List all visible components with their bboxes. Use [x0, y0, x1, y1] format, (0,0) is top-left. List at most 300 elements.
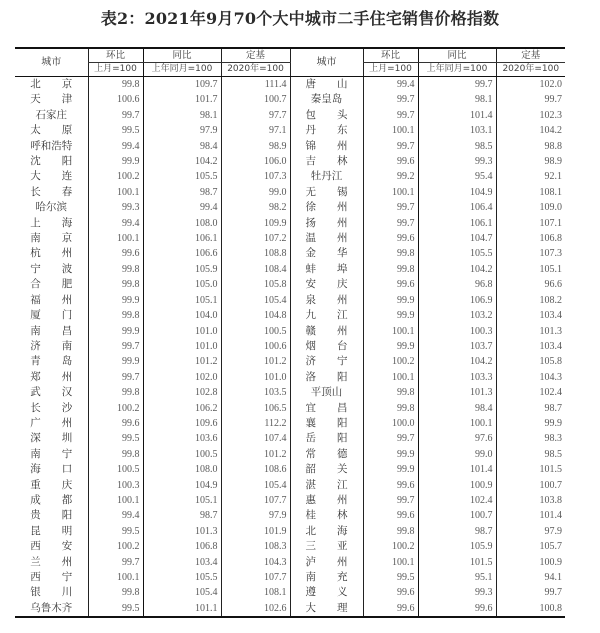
city-name: 桂 林: [290, 508, 363, 523]
yoy-index: 105.1: [143, 293, 221, 308]
city-name: 西 宁: [30, 571, 73, 583]
mom-index: 99.5: [88, 524, 143, 539]
mom-index: 99.2: [363, 169, 418, 184]
city-name: 太 原: [30, 124, 73, 137]
city-name: 包 头: [290, 108, 363, 123]
mom-index: 100.1: [88, 493, 143, 508]
city-name: 无 锡: [290, 185, 363, 200]
yoy-index: 102.4: [418, 493, 496, 508]
yoy-index: 98.1: [143, 108, 221, 123]
base-index: 101.2: [221, 447, 290, 462]
mom-index: 99.8: [363, 524, 418, 539]
mom-index: 99.9: [88, 154, 143, 169]
base-index: 101.5: [496, 462, 565, 477]
yoy-index: 104.2: [418, 354, 496, 369]
yoy-index: 101.3: [418, 385, 496, 400]
subheader-yoy-left: 上年同月=100: [143, 63, 221, 77]
mom-index: 99.4: [88, 139, 143, 154]
mom-index: 100.1: [363, 185, 418, 200]
city-name: 惠 州: [290, 493, 363, 508]
base-index: 101.0: [221, 370, 290, 385]
base-index: 98.7: [496, 401, 565, 416]
table-header: [15, 48, 565, 77]
city-name: 南 京: [30, 232, 73, 245]
subheader-mom-right: 上月=100: [363, 63, 418, 77]
base-index: 106.5: [221, 401, 290, 416]
yoy-index: 102.0: [143, 370, 221, 385]
yoy-index: 95.4: [418, 169, 496, 184]
yoy-index: 104.9: [418, 185, 496, 200]
base-index: 102.6: [221, 601, 290, 617]
yoy-index: 105.1: [143, 493, 221, 508]
mom-index: 99.8: [363, 262, 418, 277]
city-name: 烟 台: [290, 339, 363, 354]
mom-index: 99.7: [88, 108, 143, 123]
base-index: 97.9: [496, 524, 565, 539]
base-index: 107.3: [221, 169, 290, 184]
table-row: [15, 508, 565, 523]
base-index: 97.9: [221, 508, 290, 523]
yoy-index: 103.2: [418, 308, 496, 323]
table-row: [15, 493, 565, 508]
base-index: 101.3: [496, 324, 565, 339]
yoy-index: 101.5: [418, 555, 496, 570]
base-index: 98.3: [496, 431, 565, 446]
base-index: 104.3: [496, 370, 565, 385]
table-row: [15, 601, 565, 617]
table-row: [15, 416, 565, 431]
mom-index: 99.4: [88, 216, 143, 231]
base-index: 105.8: [496, 354, 565, 369]
mom-index: 99.8: [88, 308, 143, 323]
city-name: 温 州: [290, 231, 363, 246]
base-index: 112.2: [221, 416, 290, 431]
city-name: 扬 州: [290, 216, 363, 231]
yoy-index: 101.7: [143, 92, 221, 107]
mom-index: 100.5: [88, 462, 143, 477]
yoy-index: 97.9: [143, 123, 221, 138]
mom-index: 99.9: [363, 339, 418, 354]
city-name: 吉 林: [290, 154, 363, 169]
base-index: 105.7: [496, 539, 565, 554]
base-index: 100.5: [221, 324, 290, 339]
yoy-index: 105.5: [418, 246, 496, 261]
city-name: 宁 波: [30, 262, 73, 275]
city-name: 海 口: [30, 463, 73, 476]
city-name: 沈 阳: [30, 155, 73, 168]
base-index: 99.0: [221, 185, 290, 200]
mom-index: 100.0: [363, 416, 418, 431]
base-index: 107.2: [221, 231, 290, 246]
base-index: 101.4: [496, 508, 565, 523]
table-row: [15, 339, 565, 354]
yoy-index: 99.6: [418, 601, 496, 617]
mom-index: 99.8: [363, 246, 418, 261]
table-row: [15, 108, 565, 123]
yoy-index: 96.8: [418, 277, 496, 292]
city-name: 牡丹江: [290, 169, 363, 184]
city-name: 南 宁: [30, 447, 73, 460]
table-row: [15, 169, 565, 184]
mom-index: 100.2: [88, 401, 143, 416]
yoy-index: 98.4: [143, 139, 221, 154]
table-row: [15, 200, 565, 215]
city-name: 深 圳: [30, 432, 73, 445]
base-index: 94.1: [496, 570, 565, 585]
city-name: 长 沙: [30, 401, 73, 414]
yoy-index: 104.2: [143, 154, 221, 169]
table-row: [15, 447, 565, 462]
mom-index: 100.1: [363, 555, 418, 570]
mom-index: 99.9: [363, 447, 418, 462]
yoy-index: 103.3: [418, 370, 496, 385]
yoy-index: 99.3: [418, 585, 496, 600]
city-name: 北 京: [30, 78, 73, 90]
table-row: [15, 277, 565, 292]
city-name: 哈尔滨: [35, 201, 67, 214]
base-index: 102.3: [496, 108, 565, 123]
city-name: 兰 州: [30, 555, 73, 568]
yoy-index: 100.3: [418, 324, 496, 339]
mom-index: 100.1: [88, 231, 143, 246]
city-name: 泸 州: [290, 555, 363, 570]
price-index-table: [15, 47, 565, 618]
mom-index: 99.7: [88, 339, 143, 354]
yoy-index: 98.7: [143, 185, 221, 200]
mom-index: 100.3: [88, 478, 143, 493]
base-index: 106.8: [496, 231, 565, 246]
city-name: 重 庆: [30, 478, 73, 491]
table-row: [15, 231, 565, 246]
header-mom-right: 环比: [363, 48, 418, 63]
base-index: 108.6: [221, 462, 290, 477]
subheader-mom-left: 上月=100: [88, 63, 143, 77]
base-index: 103.8: [496, 493, 565, 508]
subheader-base-right: 2020年=100: [496, 63, 565, 77]
city-name: 上 海: [30, 216, 73, 229]
table-row: [15, 539, 565, 554]
city-name: 贵 阳: [30, 509, 73, 522]
base-index: 103.4: [496, 339, 565, 354]
yoy-index: 106.1: [418, 216, 496, 231]
city-name: 长 春: [30, 185, 73, 198]
base-index: 92.1: [496, 169, 565, 184]
table-row: [15, 92, 565, 107]
mom-index: 99.8: [363, 401, 418, 416]
header-yoy-left: 同比: [143, 48, 221, 63]
yoy-index: 101.0: [143, 324, 221, 339]
yoy-index: 99.7: [418, 77, 496, 93]
mom-index: 99.3: [88, 200, 143, 215]
city-name: 济 南: [30, 339, 73, 352]
city-name: 遵 义: [290, 585, 363, 600]
table-row: [15, 401, 565, 416]
city-name: 天 津: [30, 93, 73, 106]
base-index: 108.1: [496, 185, 565, 200]
city-name: 赣 州: [290, 324, 363, 339]
base-index: 97.7: [221, 108, 290, 123]
city-name: 湛 江: [290, 478, 363, 493]
base-index: 108.2: [496, 293, 565, 308]
base-index: 103.5: [221, 385, 290, 400]
city-name: 洛 阳: [290, 370, 363, 385]
city-name: 乌鲁木齐: [15, 601, 88, 617]
base-index: 108.1: [221, 585, 290, 600]
mom-index: 100.2: [88, 169, 143, 184]
yoy-index: 101.0: [143, 339, 221, 354]
mom-index: 99.7: [363, 139, 418, 154]
yoy-index: 101.4: [418, 108, 496, 123]
mom-index: 100.1: [88, 185, 143, 200]
yoy-index: 105.5: [143, 570, 221, 585]
mom-index: 100.2: [363, 354, 418, 369]
city-name: 武 汉: [30, 386, 73, 399]
city-name: 常 德: [290, 447, 363, 462]
base-index: 107.4: [221, 431, 290, 446]
mom-index: 100.2: [88, 539, 143, 554]
yoy-index: 104.0: [143, 308, 221, 323]
table-row: [15, 478, 565, 493]
table-row: [15, 570, 565, 585]
mom-index: 99.5: [363, 570, 418, 585]
header-base-right: 定基: [496, 48, 565, 63]
base-index: 98.9: [221, 139, 290, 154]
mom-index: 99.5: [88, 123, 143, 138]
base-index: 101.9: [221, 524, 290, 539]
mom-index: 99.7: [88, 370, 143, 385]
mom-index: 99.6: [363, 231, 418, 246]
city-name: 泉 州: [290, 293, 363, 308]
header-mom-left: 环比: [88, 48, 143, 63]
base-index: 106.0: [221, 154, 290, 169]
city-name: 呼和浩特: [30, 139, 73, 152]
mom-index: 99.9: [363, 293, 418, 308]
base-index: 107.3: [496, 246, 565, 261]
mom-index: 100.2: [363, 539, 418, 554]
city-name: 大 连: [30, 170, 73, 183]
yoy-index: 109.6: [143, 416, 221, 431]
city-name: 徐 州: [290, 200, 363, 215]
base-index: 109.9: [221, 216, 290, 231]
yoy-index: 102.8: [143, 385, 221, 400]
mom-index: 99.8: [88, 385, 143, 400]
table-row: [15, 308, 565, 323]
yoy-index: 105.9: [143, 262, 221, 277]
header-base-left: 定基: [221, 48, 290, 63]
table-row: [15, 262, 565, 277]
yoy-index: 98.1: [418, 92, 496, 107]
yoy-index: 105.4: [143, 585, 221, 600]
city-name: 郑 州: [30, 370, 73, 383]
city-name: 合 肥: [30, 278, 73, 291]
yoy-index: 104.7: [418, 231, 496, 246]
mom-index: 99.4: [88, 508, 143, 523]
base-index: 107.7: [221, 570, 290, 585]
mom-index: 100.1: [363, 123, 418, 138]
mom-index: 99.7: [363, 200, 418, 215]
city-name: 蚌 埠: [290, 262, 363, 277]
table-row: [15, 77, 565, 93]
yoy-index: 100.1: [418, 416, 496, 431]
table-row: [15, 246, 565, 261]
mom-index: 99.6: [363, 478, 418, 493]
base-index: 100.8: [496, 601, 565, 617]
mom-index: 99.6: [363, 585, 418, 600]
city-name: 安 庆: [290, 277, 363, 292]
city-name: 石家庄: [35, 108, 67, 121]
base-index: 98.9: [496, 154, 565, 169]
table-row: [15, 370, 565, 385]
mom-index: 99.7: [363, 493, 418, 508]
yoy-index: 108.0: [143, 216, 221, 231]
yoy-index: 104.9: [143, 478, 221, 493]
table-row: [15, 216, 565, 231]
city-name: 南 昌: [30, 324, 73, 337]
base-index: 111.4: [221, 77, 290, 93]
yoy-index: 100.7: [418, 508, 496, 523]
city-name: 锦 州: [290, 139, 363, 154]
yoy-index: 106.9: [418, 293, 496, 308]
base-index: 100.7: [496, 478, 565, 493]
city-name: 秦皇岛: [290, 92, 363, 107]
base-index: 99.9: [496, 416, 565, 431]
yoy-index: 99.3: [418, 154, 496, 169]
city-name: 杭 州: [30, 247, 73, 260]
yoy-index: 103.1: [418, 123, 496, 138]
mom-index: 99.7: [363, 431, 418, 446]
table-row: [15, 154, 565, 169]
mom-index: 99.9: [88, 324, 143, 339]
mom-index: 100.1: [363, 324, 418, 339]
base-index: 98.5: [496, 447, 565, 462]
city-name: 襄 阳: [290, 416, 363, 431]
base-index: 104.3: [221, 555, 290, 570]
city-name: 岳 阳: [290, 431, 363, 446]
mom-index: 100.1: [363, 370, 418, 385]
base-index: 108.4: [221, 262, 290, 277]
mom-index: 99.6: [363, 154, 418, 169]
mom-index: 99.8: [88, 77, 143, 93]
mom-index: 99.9: [363, 462, 418, 477]
table-row: [15, 293, 565, 308]
yoy-index: 106.6: [143, 246, 221, 261]
base-index: 105.4: [221, 293, 290, 308]
table-row: [15, 185, 565, 200]
base-index: 99.7: [496, 585, 565, 600]
table-body: [15, 77, 565, 618]
table-title: 表2：2021年9月70个大中城市二手住宅销售价格指数: [100, 9, 500, 28]
base-index: 97.1: [221, 123, 290, 138]
header-yoy-right: 同比: [418, 48, 496, 63]
base-index: 108.8: [221, 246, 290, 261]
yoy-index: 98.4: [418, 401, 496, 416]
yoy-index: 103.7: [418, 339, 496, 354]
base-index: 107.1: [496, 216, 565, 231]
mom-index: 99.8: [363, 385, 418, 400]
city-name: 大 理: [290, 601, 363, 617]
mom-index: 99.6: [363, 601, 418, 617]
city-name: 银 川: [30, 586, 73, 599]
table-row: [15, 123, 565, 138]
mom-index: 99.7: [363, 108, 418, 123]
yoy-index: 109.7: [143, 77, 221, 93]
table-row: [15, 555, 565, 570]
yoy-index: 103.6: [143, 431, 221, 446]
yoy-index: 99.0: [418, 447, 496, 462]
mom-index: 99.6: [88, 416, 143, 431]
mom-index: 99.8: [88, 585, 143, 600]
yoy-index: 105.5: [143, 169, 221, 184]
subheader-yoy-right: 上年同月=100: [418, 63, 496, 77]
yoy-index: 100.5: [143, 447, 221, 462]
city-name: 西 安: [30, 540, 73, 553]
yoy-index: 98.7: [143, 508, 221, 523]
city-name: 丹 东: [290, 123, 363, 138]
city-name: 成 都: [30, 493, 73, 506]
base-index: 107.7: [221, 493, 290, 508]
city-name: 福 州: [30, 293, 73, 306]
yoy-index: 106.2: [143, 401, 221, 416]
mom-index: 99.6: [88, 246, 143, 261]
yoy-index: 101.3: [143, 524, 221, 539]
yoy-index: 104.2: [418, 262, 496, 277]
base-index: 99.7: [496, 92, 565, 107]
yoy-index: 108.0: [143, 462, 221, 477]
mom-index: 99.9: [88, 293, 143, 308]
yoy-index: 106.4: [418, 200, 496, 215]
city-name: 广 州: [30, 416, 73, 429]
base-index: 100.9: [496, 555, 565, 570]
mom-index: 99.7: [88, 555, 143, 570]
yoy-index: 99.4: [143, 200, 221, 215]
base-index: 102.0: [496, 77, 565, 93]
base-index: 98.2: [221, 200, 290, 215]
yoy-index: 100.9: [418, 478, 496, 493]
yoy-index: 106.1: [143, 231, 221, 246]
city-name: 韶 关: [290, 462, 363, 477]
base-index: 102.4: [496, 385, 565, 400]
city-name: 青 岛: [30, 355, 73, 368]
yoy-index: 105.0: [143, 277, 221, 292]
mom-index: 99.5: [88, 431, 143, 446]
base-index: 96.6: [496, 277, 565, 292]
yoy-index: 101.2: [143, 354, 221, 369]
yoy-index: 101.1: [143, 601, 221, 617]
mom-index: 99.8: [88, 262, 143, 277]
mom-index: 100.1: [88, 570, 143, 585]
table-row: [15, 385, 565, 400]
base-index: 100.7: [221, 92, 290, 107]
mom-index: 99.8: [88, 277, 143, 292]
yoy-index: 101.4: [418, 462, 496, 477]
table-row: [15, 462, 565, 477]
city-name: 昆 明: [30, 524, 73, 537]
city-name: 南 充: [290, 570, 363, 585]
city-name: 金 华: [290, 246, 363, 261]
table-row: [15, 354, 565, 369]
table-row: [15, 585, 565, 600]
base-index: 100.6: [221, 339, 290, 354]
mom-index: 99.9: [88, 354, 143, 369]
yoy-index: 105.9: [418, 539, 496, 554]
base-index: 109.0: [496, 200, 565, 215]
table-row: [15, 524, 565, 539]
base-index: 104.2: [496, 123, 565, 138]
base-index: 105.8: [221, 277, 290, 292]
base-index: 108.3: [221, 539, 290, 554]
mom-index: 99.5: [88, 601, 143, 617]
yoy-index: 98.7: [418, 524, 496, 539]
